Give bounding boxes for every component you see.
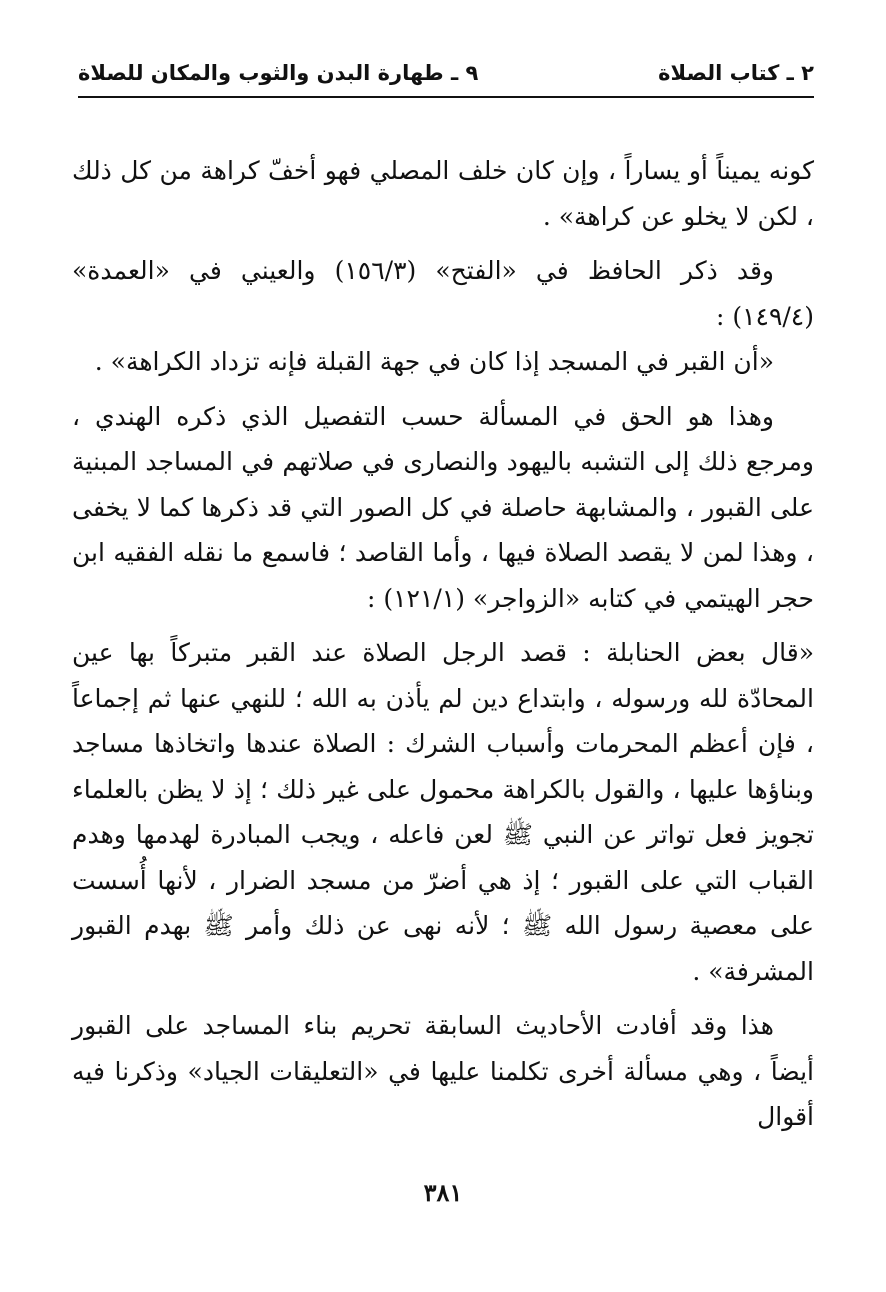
paragraph-5: «قال بعض الحنابلة : قصد الرجل الصلاة عند القبر متبركاً بها عين المحادّة لله ورسوله ، وابتداع دين لم يأذن به الله ؛ للنهي عنها ثم إجماعاً ، فإن أعظم المحرمات وأسباب الشرك : الصلاة عندها واتخاذها مساجد وبناؤها عليها ، والقول بالكراهة محمول على غير ذلك ؛ إذ لا يظن بالعلماء تجويز فعل تواتر عن النبي ﷺ لعن فاعله ، ويجب المبادرة لهدمها وهدم القباب التي على القبور ؛ إذ هي أضرّ من مسجد الضرار ، لأنها أُسست على معصية رسول الله ﷺ ؛ لأنه نهى عن ذلك وأمر ﷺ بهدم القبور المشرفة» . [72, 638, 814, 986]
paragraph-4: وهذا هو الحق في المسألة حسب التفصيل الذي ذكره الهندي ، ومرجع ذلك إلى التشبه باليهود والنصارى في صلاتهم في المساجد المبنية على القبور ، والمشابهة حاصلة في كل الصور التي قد ذكرها كما لا يخفى ، وهذا لمن لا يقصد الصلاة فيها ، وأما القاصد ؛ فاسمع ما نقله الفقيه ابن حجر الهيتمي في كتابه «الزواجر» (١٢١/١) : [72, 401, 815, 613]
running-header [78, 54, 814, 92]
paragraph-1: كونه يميناً أو يساراً ، وإن كان خلف المصلي فهو أخفّ كراهة من كل ذلك ، لكن لا يخلو عن كراهة» . [72, 156, 814, 231]
paragraph-3: «أن القبر في المسجد إذا كان في جهة القبلة فإنه تزداد الكراهة» . [94, 347, 774, 376]
chapter-title: ٢ ـ كتاب الصلاة [658, 61, 814, 85]
header-divider [78, 96, 814, 98]
page-body [72, 148, 814, 1140]
paragraph-2: وقد ذكر الحافظ في «الفتح» (١٥٦/٣) والعيني في «العمدة» (١٤٩/٤) : [72, 256, 814, 331]
paragraph-6: هذا وقد أفادت الأحاديث السابقة تحريم بناء المساجد على القبور أيضاً ، وهي مسألة أخرى تكلمنا عليها في «التعليقات الجياد» وذكرنا فيه أقوال [72, 1011, 814, 1131]
page-number: ٣٨١ [423, 1178, 463, 1207]
section-title: ٩ ـ طهارة البدن والثوب والمكان للصلاة [78, 61, 479, 85]
